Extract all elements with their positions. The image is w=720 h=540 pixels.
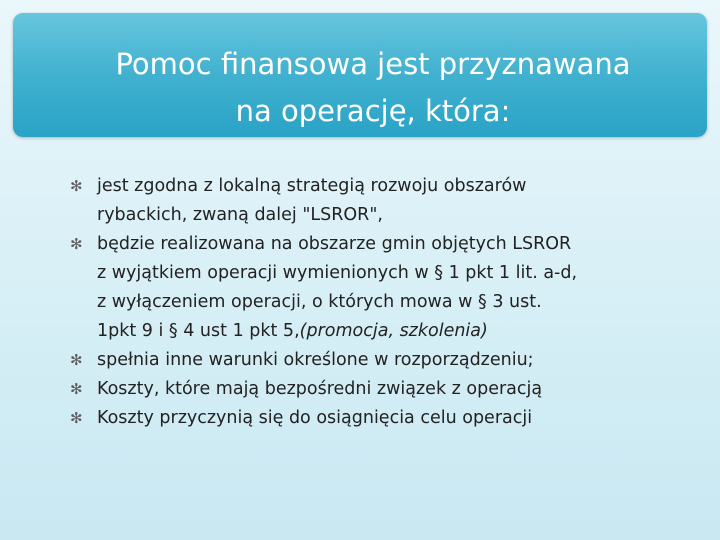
asterisk-icon: ✻: [70, 409, 83, 427]
bullet-2-line-4: 1pkt 9 i § 4 ust 1 pkt 5,: [97, 321, 300, 341]
bullet-item: [70, 172, 670, 230]
bullet-item: [70, 346, 670, 375]
bullet-item: [70, 230, 670, 346]
bullet-2-line-3: z wyłączeniem operacji, o których mowa w § 3 ust.: [97, 292, 542, 312]
bullet-item: [70, 375, 670, 404]
asterisk-icon: ✻: [70, 177, 83, 195]
bullet-2-italic-note: (promocja, szkolenia): [299, 321, 488, 341]
bullet-5-text: Koszty przyczynią się do osiągnięcia celu operacji: [97, 408, 533, 428]
slide-title-line-2: na operację, która:: [235, 94, 511, 128]
bullet-3-text: spełnia inne warunki określone w rozporządzeniu;: [97, 350, 534, 370]
asterisk-icon: ✻: [70, 351, 83, 369]
bullet-1-line-1: jest zgodna z lokalną strategią rozwoju obszarów: [97, 176, 527, 196]
bullet-2-line-1: będzie realizowana na obszarze gmin objętych LSROR: [97, 234, 572, 254]
bullet-item: [70, 404, 670, 433]
asterisk-icon: ✻: [70, 380, 83, 398]
slide-title: [43, 41, 703, 135]
title-banner: [13, 13, 707, 137]
asterisk-icon: ✻: [70, 235, 83, 253]
bullet-4-text: Koszty, które mają bezpośredni związek z operacją: [97, 379, 543, 399]
slide-title-line-1: Pomoc finansowa jest przyznawana: [115, 47, 631, 81]
bullet-2-line-2: z wyjątkiem operacji wymienionych w § 1 pkt 1 lit. a-d,: [97, 263, 578, 283]
bullet-1-line-2: rybackich, zwaną dalej "LSROR",: [97, 205, 383, 225]
bullet-list: [70, 172, 670, 433]
